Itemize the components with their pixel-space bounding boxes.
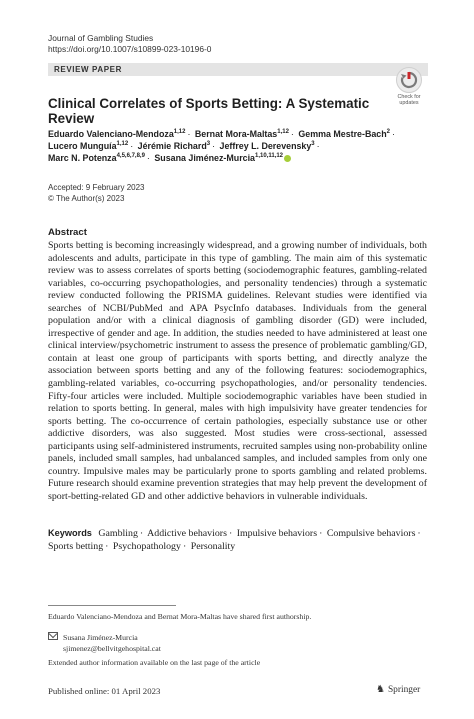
keywords-section: Keywords Gambling · Addictive behaviors · Impulsive behaviors · Compulsive behaviors · Sports betting · Psychopathology · Personality — [48, 528, 421, 552]
abstract-heading: Abstract — [48, 227, 87, 238]
keywords-heading: Keywords — [48, 528, 92, 538]
article-dates — [48, 183, 145, 204]
publisher-logo — [376, 684, 420, 695]
contact-name: Susana Jiménez-Murcia — [63, 633, 138, 642]
doi-link[interactable]: https://doi.org/10.1007/s10899-023-10196-0 — [48, 43, 212, 54]
author[interactable]: Eduardo Valenciano-Mendoza$^{1,12}$ — [48, 129, 186, 139]
footnote-divider — [48, 605, 176, 606]
article-title: Clinical Correlates of Sports Betting: A Systematic Review — [48, 96, 370, 126]
author[interactable]: Bernat Mora-Maltas$^{1,12}$ — [194, 129, 289, 139]
author[interactable]: Gemma Mestre-Bach$^2$ — [298, 129, 390, 139]
author[interactable]: Susana Jiménez-Murcia$^{1,10,11,12}$ — [154, 153, 284, 164]
contact-email[interactable]: sjimenez@bellvitgehospital.cat — [63, 643, 161, 653]
author[interactable]: Lucero Munguía$^{1,12}$ — [48, 141, 129, 152]
shared-authorship-footnote: Eduardo Valenciano-Mendoza and Bernat Mora-Maltas have shared first authorship. — [48, 612, 312, 621]
accepted-date: Accepted: 9 February 2023 — [48, 183, 145, 192]
abstract-text: Sports betting is becoming increasingly widespread, and a growing number of individuals, both adolescents and adults, participate in this type of gambling. The main aim of this systematic review was to assess correlates of sports betting (sociodemographic features, gambling-related variables, co-occurring psychopathologies, and personality tendencies) through a systematic review conducted following the PRISMA guidelines. Relevant studies were identified via searches of NCBI/PubMed and APA PsycInfo databases. Individuals from the general population and/or with a clinical diagnosis of gambling disorder (GD) were included, irrespective of gender and age. In addition, the studies needed to have administered at least one clinical interview/psychometric instrument to assess the presence of problematic gambling/GD, contain at least one group of participants with sports betting, and directly analyze the association between sports betting and any of the following features: sociodemographics, gambling-related variables, co-occurring psychopathologies, and/or personality tendencies. Fifty-four articles were included. Multiple sociodemographic variables have been studied in relation to sports betting. In general, males with high impulsivity have greater tendencies for sports betting. The co-occurrence of certain pathologies, especially substance use or other addictive disorders, was also suggested. Most studies were cross-sectional, assessed participants using self-administered instruments, recruited samples using non-probability online panels, included small samples, had unbalanced samples, and included samples from only one country. Impulsive males may be particularly prone to sports gambling and related problems. Future research should examine prevention strategies that may help prevent the development of sport-betting-related GD and other addictive behaviors in vulnerable individuals. — [48, 240, 427, 502]
copyright-line: © The Author(s) 2023 — [48, 193, 125, 203]
keyword: Sports betting — [48, 540, 104, 552]
article-type-bar — [48, 63, 428, 76]
check-for-updates-badge[interactable] — [394, 67, 424, 106]
publisher-name: Springer — [387, 685, 421, 695]
keyword: Compulsive behaviors — [326, 528, 416, 539]
orcid-icon[interactable] — [284, 155, 291, 162]
keyword: Gambling — [98, 528, 138, 539]
author-list: Eduardo Valenciano-Mendoza$^{1,12}$ · Bernat Mora-Maltas$^{1,12}$ · Gemma Mestre-Bach$^2$ · Lucero Munguía$^{1,12}$ · Jérémie Richard$^3$ · Jeffrey L. Derevensky$^3$ · Marc N. Potenza$^{4,5,6,7,8,9}$ · Susana Jiménez-Murcia$^{1,10,11,12}$ — [48, 129, 395, 164]
keyword: Impulsive behaviors — [236, 528, 318, 539]
author[interactable]: Jeffrey L. Derevensky$^3$ — [219, 141, 315, 152]
journal-header — [48, 33, 211, 54]
extended-author-info: Extended author information available on the last page of the article — [48, 658, 261, 667]
envelope-icon — [48, 632, 58, 640]
keyword: Personality — [190, 540, 236, 552]
keyword: Psychopathology — [112, 540, 181, 552]
check-updates-icon — [396, 67, 422, 93]
author[interactable]: Marc N. Potenza$^{4,5,6,7,8,9}$ — [48, 153, 145, 164]
published-date: Published online: 01 April 2023 — [48, 686, 161, 696]
journal-name: Journal of Gambling Studies — [48, 33, 154, 43]
author[interactable]: Jérémie Richard$^3$ — [137, 141, 211, 152]
article-type-label: REVIEW PAPER — [54, 65, 122, 74]
keyword: Addictive behaviors — [147, 528, 227, 539]
corresponding-author — [48, 632, 161, 654]
springer-horse-icon: ♞ — [376, 684, 385, 695]
check-updates-text: Check for updates — [397, 94, 421, 107]
